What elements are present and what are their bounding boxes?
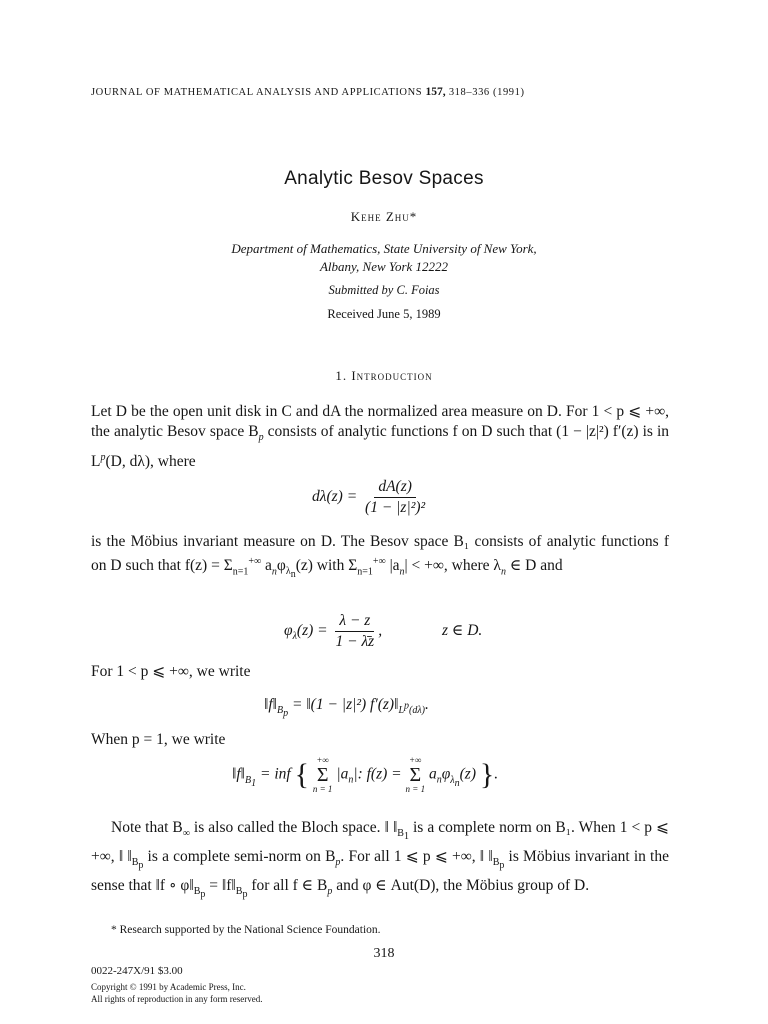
equation-norm-b1: $‖f‖_{B_1}$ = inf { +∞ Σ n = 1 $|a_n|$: f(z) = +∞ Σ n = 1 $a_n\varphi_{\lambda_n}(z)$ }. — [232, 755, 499, 794]
p2-text-d: (z) with Σ — [295, 557, 358, 575]
p1-text-b: consists of analytic functions f on D such that (1 − |z|²) f′(z) is in L — [91, 423, 669, 471]
journal-name: JOURNAL OF MATHEMATICAL ANALYSIS AND APPLICATIONS — [91, 87, 423, 98]
p2-text-g: ∈ D and — [505, 557, 563, 575]
paragraph-3: For 1 < p ⩽ +∞, we write — [91, 663, 251, 680]
sum-1: +∞ Σ n = 1 — [312, 755, 333, 794]
eq3-a: ‖f‖ — [264, 696, 278, 713]
affiliation-line-2: Albany, New York 12222 — [319, 259, 449, 274]
eq4-e: a — [428, 765, 437, 783]
rights-line: All rights of reproduction in any form reserved. — [91, 994, 263, 1004]
paper-title: Analytic Besov Spaces — [284, 168, 484, 189]
p5-f: is Möbius invariant in the sense that ‖f ∘ φ‖ — [91, 848, 669, 895]
received-date: Received June 5, 1989 — [327, 307, 441, 321]
left-brace: { — [294, 758, 309, 791]
eq4-f: φ — [441, 765, 451, 783]
paragraph-1: Let D be the open unit disk in C and dA the normalized area measure on D. For 1 < p ⩽ +∞, the analytic Besov space $B_p$ consists of analytic functions f on D such that (1 − |z|²) f′(z) is in $L^p(D$, dλ), where — [91, 403, 669, 471]
author-name: Kehe Zhu* — [350, 209, 418, 224]
p2-text-c: φ — [276, 557, 286, 575]
eq2-lhs-b: (z) = — [296, 622, 328, 640]
journal-header — [91, 86, 525, 98]
paragraph-5: Note that $B_\infty$ is also called the Bloch space. ‖ $‖_{B_1}$ is a complete norm on B₁. When 1 < p ⩽ +∞, ‖ $‖_{B_p}$ is a complete semi-norm on $B_p$. For all 1 ⩽ p ⩽ +∞, ‖ $‖_{B_p}$ is Möbius invariant in the sense that ‖f ∘ $\varphi‖_{B_p}$ = $‖f‖_{B_p}$ for all f ∈ $B_p$ and φ ∈ Aut(D), the Möbius group of D. — [91, 819, 669, 901]
p5-d: is a complete semi-norm on B — [143, 848, 336, 866]
eq2-numerator: λ − z — [335, 612, 374, 632]
equation-norm-bp: $‖f‖_{B_p}$ = ‖(1 − |z|²) $f'(z)‖_{L^p(d\lambda)}$. — [264, 696, 429, 720]
affiliation — [0, 240, 768, 276]
p5-c: is a complete norm on B₁. When 1 < p ⩽ +∞, ‖ ‖ — [91, 819, 669, 866]
issn-price: 0022-247X/91 $3.00 — [91, 965, 183, 977]
copyright-line: Copyright © 1991 by Academic Press, Inc. — [91, 982, 246, 992]
journal-pages-year: 318–336 (1991) — [448, 87, 525, 98]
p1-text-a: Let D be the open unit disk in C and dA the normalized area measure on D. For 1 < p ⩽ +∞, the analytic Besov space B — [91, 403, 669, 440]
eq2-fraction — [332, 612, 379, 651]
page-number: 318 — [373, 946, 395, 961]
p5-g: = ‖f‖ — [205, 877, 236, 895]
eq1-numerator: dA(z) — [374, 478, 416, 498]
affiliation-line-1: Department of Mathematics, State University of New York, — [231, 241, 537, 256]
journal-volume: 157, — [425, 86, 446, 98]
eq4-g: (z) — [459, 765, 476, 783]
sum-2: +∞ Σ n = 1 — [405, 755, 426, 794]
eq2-lhs: φ — [284, 622, 293, 640]
eq4-a: ‖f‖ — [232, 765, 246, 783]
equation-dlambda — [312, 478, 429, 517]
p5-i: and φ ∈ Aut(D), the Möbius group of D. — [332, 877, 590, 895]
paragraph-2: is the Möbius invariant measure on D. The Besov space B₁ consists of analytic functions f on D such that $f(z) = \Sigma_{n=1}^{+\infty}$ $a_n\varphi_{\lambda_n}(z)$ with $\Sigma_{n=1}^{+\infty}$ $|a_n|$ < +∞, where $\lambda_n$ ∈ D and — [91, 533, 669, 581]
p2-text-b: a — [261, 557, 272, 575]
footnote: * Research supported by the National Science Foundation. — [111, 924, 381, 936]
p5-b: is also called the Bloch space. ‖ ‖ — [189, 819, 398, 836]
eq4-d: |: f(z) = — [353, 765, 402, 783]
eq4-c: |a — [336, 765, 349, 783]
p1-text-c: (D, dλ), where — [105, 453, 196, 471]
eq4-b: = inf — [256, 765, 291, 783]
eq1-denominator: (1 − |z|²)² — [365, 499, 426, 516]
p2-text-f: | < +∞, where λ — [404, 557, 501, 575]
right-brace: } — [479, 758, 495, 791]
eq1-lhs: dλ(z) = — [312, 488, 358, 506]
p5-a: Note that B — [111, 819, 183, 836]
paragraph-4: When p = 1, we write — [91, 731, 226, 748]
eq2-denominator: 1 − λ̄z — [335, 633, 375, 650]
eq3-b: = ‖(1 − |z|²) f′(z)‖ — [288, 696, 399, 713]
p5-e: . For all 1 ⩽ p ⩽ +∞, ‖ ‖ — [340, 848, 493, 866]
equation-phi: $\varphi_\lambda(z)$ = $\frac{\lambda - z}{1 - \lambdāz}$ , z ∈ D. — [284, 612, 483, 650]
p2-text-e: |a — [385, 557, 400, 575]
submitted-by: Submitted by C. Foias — [328, 283, 440, 297]
section-heading: 1. Introduction — [335, 368, 433, 383]
eq1-fraction — [361, 478, 429, 517]
p5-h: for all f ∈ B — [247, 877, 328, 895]
eq2-condition: z ∈ D. — [441, 622, 483, 640]
p2-text-a: is the Möbius invariant measure on D. The Besov space B₁ consists of analytic functions f on D such that f(z) = Σ — [91, 533, 669, 575]
eq3-c: . — [425, 696, 429, 713]
